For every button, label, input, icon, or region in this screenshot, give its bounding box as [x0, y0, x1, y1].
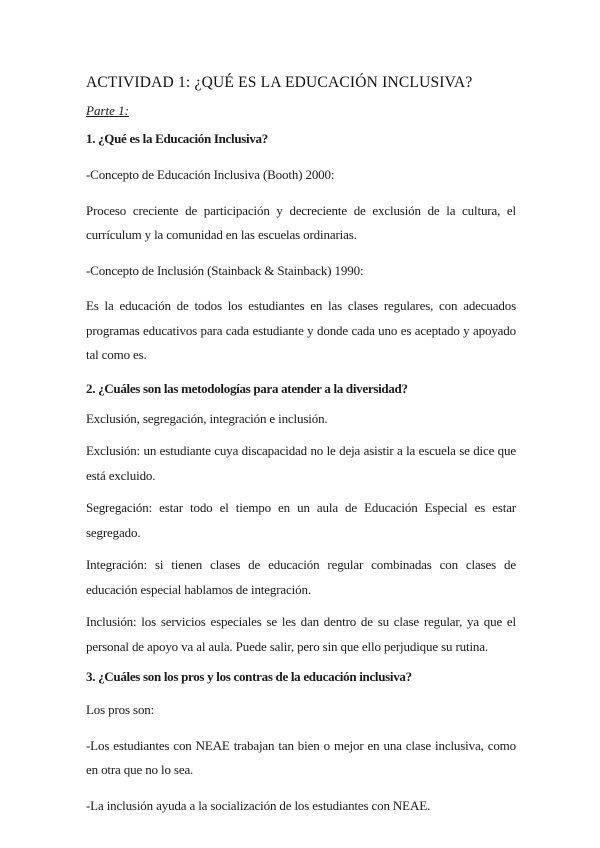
methodologies-list: Exclusión, segregación, integración e inclusión. [86, 410, 328, 426]
integration-definition: Integración: si tienen clases de educación regular combinadas con clases de educación especial hablamos de integración. [86, 557, 516, 597]
concept-stainback-text: Es la educación de todos los estudiantes en las clases regulares, con adecuados programas educativos para cada estudiante y donde cada uno es aceptado y apoyado tal como es. [86, 298, 516, 362]
concept-stainback-label: -Concepto de Inclusión (Stainback & Stainback) 1990: [86, 262, 364, 278]
pro-item-2: -La inclusión ayuda a la socialización de los estudiantes con NEAE. [86, 797, 431, 813]
part-label: Parte 1: [86, 103, 129, 118]
document-page [86, 72, 516, 818]
pro-item-1: -Los estudiantes con NEAE trabajan tan bien o mejor en una clase inclusiva, como en otra que no lo sea. [86, 737, 516, 777]
segregation-definition: Segregación: estar todo el tiempo en un aula de Educación Especial es estar segregado. [86, 500, 516, 540]
inclusion-definition: Inclusión: los servicios especiales se les dan dentro de su clase regular, ya que el personal de apoyo va al aula. Puede salir, pero sin que ello perjudique su rutina. [86, 614, 516, 654]
concept-booth-text: Proceso creciente de participación y decreciente de exclusión de la cultura, el currículum y la comunidad en las escuelas ordinarias. [86, 202, 516, 242]
exclusion-definition: Exclusión: un estudiante cuya discapacidad no le deja asistir a la escuela se dice que está excluido. [86, 443, 516, 483]
pros-label: Los pros son: [86, 702, 155, 717]
document-title: ACTIVIDAD 1: ¿QUÉ ES LA EDUCACIÓN INCLUSIVA? [86, 74, 473, 91]
section-2-heading: 2. ¿Cuáles son las metodologías para atender a la diversidad? [86, 380, 408, 396]
concept-booth-label: -Concepto de Educación Inclusiva (Booth) 2000: [86, 167, 335, 182]
section-1-heading: 1. ¿Qué es la Educación Inclusiva? [86, 131, 268, 146]
section-3-heading: 3. ¿Cuáles son los pros y los contras de la educación inclusiva? [86, 669, 412, 684]
